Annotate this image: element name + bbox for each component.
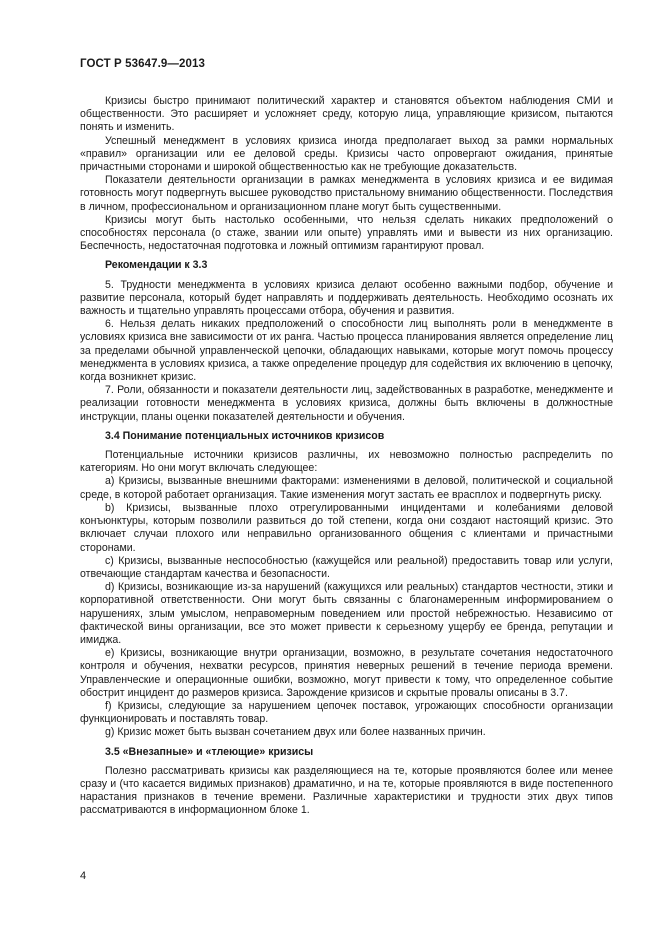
list-item: a) Кризисы, вызванные внешними факторами: изменениями в деловой, политической и социальной среде, в которой работает организация. Такие изменения могут застать ее врасплох и подвергнуть риску. xyxy=(80,475,613,501)
list-item: g) Кризис может быть вызван сочетанием двух или более названных причин. xyxy=(105,726,486,739)
paragraph: Успешный менеджмент в условиях кризиса иногда предполагает выход за рамки нормальных «правил» организации или ее деловой среды. Кризисы часто опровергают ожидания, принятые причастными сторонами и широкой общественностью как не требующие доказательств. xyxy=(80,134,613,174)
list-item: e) Кризисы, возникающие внутри организации, возможно, в результате сочетания недостаточного контроля и обучения, нехватки ресурсов, принятия неверных решений в течение периода времени. Управленческие и операционные ошибки, возможно, могут привести к тому, что определенное событие обострит инцидент до размеров кризиса. Зарождение кризисов и скрытые провалы описаны в 3.7. xyxy=(80,647,613,699)
document-body xyxy=(80,95,613,818)
paragraph: Полезно рассматривать кризисы как разделяющиеся на те, которые проявляются более или менее сразу и (что касается видимых признаков) драматично, и на те, которые проявляются в виде постепенного нарастания признаков в течение времени. Различные характеристики и трудности этих двух типов рассматриваются в информационном блоке 1. xyxy=(80,764,613,817)
paragraph: Кризисы могут быть настолько особенными, что нельзя сделать никаких предположений о способностях персонала (о стаже, звании или опыте) управлять ими и вывести из них организацию. Беспечность, недостаточная подготовка и ложный оптимизм гарантируют провал. xyxy=(80,213,613,253)
section-heading: 3.4 Понимание потенциальных источников кризисов xyxy=(105,429,385,442)
list-item: f) Кризисы, следующие за нарушением цепочек поставок, угрожающих способности организации функционировать и поставлять товар. xyxy=(80,699,613,726)
list-item: d) Кризисы, возникающие из-за нарушений (кажущихся или реальных) стандартов честности, этики и корпоративной ответственности. Они могут быть связанны с благонамеренным информированием о нарушениях, злым умыслом, неправомерным поведением или простой небрежностью. Независимо от фактической вины организации, все это может привести к серьезному ущербу ее бренда, репутации и имиджа. xyxy=(80,581,613,646)
paragraph: 5. Трудности менеджмента в условиях кризиса делают особенно важными подбор, обучение и развитие персонала, который будет направлять и поддерживать деятельность. Необходимо осознать их важность и тщательно управлять процессами отбора, обучения и развития. xyxy=(80,278,613,318)
paragraph: Потенциальные источники кризисов различны, их невозможно полностью распределить по категориям. Но они могут включать следующее: xyxy=(80,449,613,475)
list-item: b) Кризисы, вызванные плохо отрегулированными инцидентами и колебаниями деловой конъюнктуры, которым позволили развиться до той степени, когда они создают настоящий кризис. Это включает случаи плохого или неправильно организованного общения с клиентами и причастными сторонами. xyxy=(80,501,613,554)
paragraph: Показатели деятельности организации в рамках менеджмента в условиях кризиса и ее видимая готовность могут подвергнуть высшее руководство пристальному вниманию общественности. Последствия в личном, профессиональном и организационном плане могут быть существенными. xyxy=(80,174,613,213)
section-heading: 3.5 «Внезапные» и «тлеющие» кризисы xyxy=(105,745,314,758)
list-item: c) Кризисы, вызванные неспособностью (кажущейся или реальной) предоставить товар или услуги, отвечающие стандартам качества и безопасности. xyxy=(80,554,613,580)
section-heading: Рекомендации к 3.3 xyxy=(105,259,208,272)
paragraph: 7. Роли, обязанности и показатели деятельности лиц, задействованных в разработке, менеджменте и реализации готовности менеджмента в условиях кризиса, должны быть включены в должностные инструкции, планы оценки показателей деятельности и обучения. xyxy=(80,384,613,423)
paragraph: 6. Нельзя делать никаких предположений о способности лиц выполнять роли в менеджменте в условиях кризиса вне зависимости от их ранга. Частью процесса планирования является определение лиц за пределами обычной управленческой цепочки, обладающих навыками, которые могут помочь процессу менеджмента в условиях кризиса, а также определение процедур для содействия их включению в цепочку, когда возникнет кризис. xyxy=(80,318,613,384)
paragraph: Кризисы быстро принимают политический характер и становятся объектом наблюдения СМИ и общественности. Это расширяет и усложняет среду, которую лица, управляющие кризисом, пытаются понять и изменить. xyxy=(80,95,613,134)
page-number: 4 xyxy=(80,870,87,882)
standard-header: ГОСТ Р 53647.9—2013 xyxy=(80,58,205,70)
